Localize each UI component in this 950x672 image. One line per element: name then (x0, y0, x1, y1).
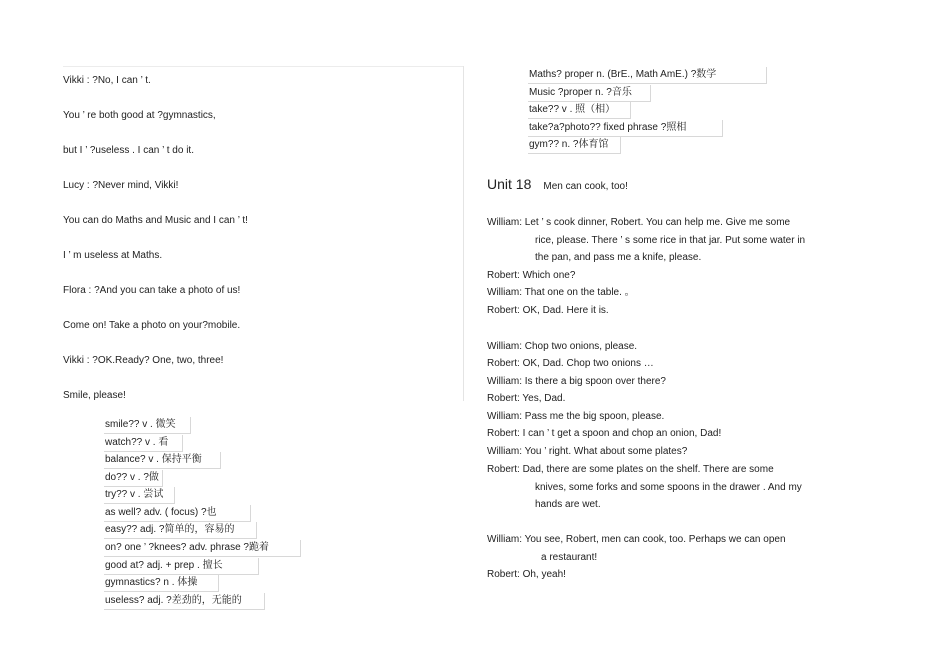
dialogue-line: knives, some forks and some spoons in the drawer . And my (535, 482, 802, 493)
dialogue-line: You can do Maths and Music and I can ’ t! (63, 215, 248, 226)
dialogue-line: Lucy : ?Never mind, Vikki! (63, 180, 179, 191)
vocab-item: do?? v . ?做 (105, 472, 159, 483)
dialogue-line: hands are wet. (535, 499, 601, 510)
vocab-item: gym?? n. ?体育馆 (529, 139, 609, 150)
unit-heading (487, 176, 628, 194)
vocab-item: Maths? proper n. (BrE., Math AmE.) ?数学 (529, 69, 717, 80)
dialogue-line: Come on! Take a photo on your?mobile. (63, 320, 241, 331)
dialogue-line: Robert: Dad, there are some plates on the shelf. There are some (487, 464, 774, 475)
dialogue-line: Flora : ?And you can take a photo of us! (63, 285, 241, 296)
dialogue-line: Robert: Oh, yeah! (487, 569, 566, 580)
vocab-item: good at? adj. + prep . 擅长 (105, 560, 223, 571)
dialogue-line: Smile, please! (63, 390, 126, 401)
dialogue-line: William: Pass me the big spoon, please. (487, 411, 665, 422)
dialogue-line: Robert: Yes, Dad. (487, 393, 566, 404)
dialogue-line: a restaurant! (541, 552, 598, 563)
dialogue-line: Robert: Which one? (487, 270, 576, 281)
vocab-item: balance? v . 保持平衡 (105, 454, 202, 465)
dialogue-line: but I ’ ?useless . I can ’ t do it. (63, 145, 194, 156)
vocab-item: take?a?photo?? fixed phrase ?照相 (529, 122, 687, 133)
vocab-item: watch?? v . 看 (105, 437, 169, 448)
dialogue-line: rice, please. There ’ s some rice in that jar. Put some water in (535, 235, 806, 246)
vocab-item: Music ?proper n. ?音乐 (529, 87, 632, 98)
vocab-item: easy?? adj. ?简单的，容易的 (105, 524, 235, 535)
dialogue-line: William: Is there a big spoon over there? (487, 376, 666, 387)
dialogue-line: Robert: OK, Dad. Chop two onions … (487, 358, 654, 369)
vocab-item: smile?? v . 微笑 (105, 419, 176, 430)
dialogue-line: William: You ’ right. What about some plates? (487, 446, 688, 457)
dialogue-line: William: Let ’ s cook dinner, Robert. You can help me. Give me some (487, 217, 791, 228)
dialogue-line: You ’ re both good at ?gymnastics, (63, 110, 216, 121)
dialogue-line: Vikki : ?No, I can ’ t. (63, 75, 151, 86)
unit-number: Unit 18 (487, 176, 532, 192)
vocab-item: useless? adj. ?差劲的，无能的 (105, 595, 242, 606)
dialogue-line: William: You see, Robert, men can cook, too. Perhaps we can open (487, 534, 786, 545)
column-divider (463, 66, 464, 401)
vocab-item: try?? v . 尝试 (105, 489, 164, 500)
dialogue-line: William: Chop two onions, please. (487, 341, 638, 352)
vocab-item: take?? v . 照（相） (529, 104, 616, 115)
left-frame-top-rule (63, 66, 463, 67)
dialogue-line: Vikki : ?OK.Ready? One, two, three! (63, 355, 224, 366)
dialogue-line: Robert: I can ’ t get a spoon and chop an onion, Dad! (487, 428, 722, 439)
dialogue-line: the pan, and pass me a knife, please. (535, 252, 702, 263)
vocab-item: on? one ’ ?knees? adv. phrase ?跪着 (105, 542, 269, 553)
vocab-item: as well? adv. ( focus) ?也 (105, 507, 217, 518)
unit-subtitle: Men can cook, too! (543, 181, 628, 192)
vocab-item: gymnastics? n . 体操 (105, 577, 198, 588)
dialogue-line: William: That one on the table. 。 (487, 287, 635, 298)
dialogue-line: I ’ m useless at Maths. (63, 250, 163, 261)
dialogue-line: Robert: OK, Dad. Here it is. (487, 305, 609, 316)
